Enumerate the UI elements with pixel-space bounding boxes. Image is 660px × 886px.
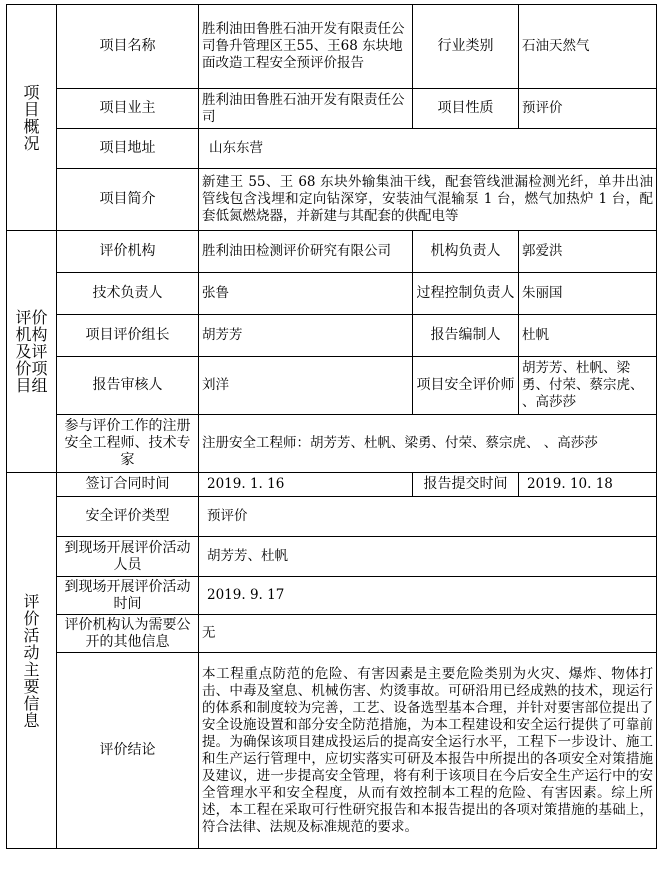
type-label: 安全评价类型 — [57, 497, 199, 537]
submit-value: 2019. 10. 18 — [519, 473, 657, 497]
onsite-time-label: 到现场开展评价活动时间 — [57, 577, 199, 615]
head-label: 机构负责人 — [413, 231, 519, 273]
table-row — [7, 357, 657, 415]
nature-value: 预评价 — [519, 89, 657, 129]
industry-value: 石油天然气 — [519, 5, 657, 89]
project-name-value: 胜利油田鲁胜石油开发有限责任公司鲁升管理区王55、王68 东块地面改造工程安全预评价报告 — [199, 5, 413, 89]
contract-value: 2019. 1. 16 — [199, 473, 413, 497]
tech-value: 张鲁 — [199, 273, 413, 315]
table-row — [7, 653, 657, 849]
table-row — [7, 473, 657, 497]
section-overview: 项 目 概 况 — [7, 5, 57, 231]
other-label: 评价机构认为需要公开的其他信息 — [57, 615, 199, 653]
table-row — [7, 273, 657, 315]
section-org: 评价机构及评价项目组 — [7, 231, 57, 473]
conclusion-value: 本工程重点防范的危险、有害因素是主要危险类别为火灾、爆炸、物体打击、中毒及窒息、机械伤害、灼烫事故。可研沿用已经成熟的技术，现运行的体系和制度较为完善，工艺、设备选型基本合理，并针对要害部位提出了安全设施设置和部分安全防范措施，为本工程建设和安全运行提供了可靠前提。为确保该项目建成投运后的提高安全运行水平，工程下一步设计、施工和生产运行管理中，应切实落实可研及本报告中所提出的各项安全对策措施及建议，进一步提高安全管理，将有利于该项目在今后安全生产运行中的安全管理水平和安全程度，从而有效控制本工程的危险、有害因素。综上所述，本工程在采取可行性研究报告和本报告提出的各项对策措施的基础上，符合法律、法规及标准规范的要求。 — [199, 653, 657, 849]
table-row — [7, 5, 657, 89]
leader-label: 项目评价组长 — [57, 315, 199, 357]
other-value: 无 — [199, 615, 657, 653]
process-label: 过程控制负责人 — [413, 273, 519, 315]
summary-label: 项目简介 — [57, 169, 199, 231]
type-value: 预评价 — [199, 497, 657, 537]
table-row — [7, 537, 657, 577]
table-row — [7, 615, 657, 653]
table-row — [7, 231, 657, 273]
head-value: 郭爱洪 — [519, 231, 657, 273]
nature-label: 项目性质 — [413, 89, 519, 129]
onsite-people-label: 到现场开展评价活动人员 — [57, 537, 199, 577]
table-row — [7, 89, 657, 129]
reviewer-value: 刘洋 — [199, 357, 413, 415]
owner-value: 胜利油田鲁胜石油开发有限责任公司 — [199, 89, 413, 129]
address-label: 项目地址 — [57, 129, 199, 169]
writer-label: 报告编制人 — [413, 315, 519, 357]
onsite-people-value: 胡芳芳、杜帆 — [199, 537, 657, 577]
industry-label: 行业类别 — [413, 5, 519, 89]
contract-label: 签订合同时间 — [57, 473, 199, 497]
agency-label: 评价机构 — [57, 231, 199, 273]
writer-value: 杜帆 — [519, 315, 657, 357]
experts-label: 参与评价工作的注册安全工程师、技术专家 — [57, 415, 199, 473]
project-name-label: 项目名称 — [57, 5, 199, 89]
summary-value: 新建王 55、王 68 东块外输集油干线，配套管线泄漏检测光纤，单井出油管线包含浅埋和定向钻深穿，安装油气混输泵 1 台，燃气加热炉 1 台，配套低氮燃烧器，并新建与其配套的供配电等 — [199, 169, 657, 231]
table-row — [7, 315, 657, 357]
experts-value: 注册安全工程师：胡芳芳、杜帆、梁勇、付荣、蔡宗虎、 、高莎莎 — [199, 415, 657, 473]
process-value: 朱丽国 — [519, 273, 657, 315]
onsite-time-value: 2019. 9. 17 — [199, 577, 657, 615]
table-row — [7, 415, 657, 473]
leader-value: 胡芳芳 — [199, 315, 413, 357]
table-row — [7, 577, 657, 615]
address-value: 山东东营 — [199, 129, 657, 169]
agency-value: 胜利油田检测评价研究有限公司 — [199, 231, 413, 273]
section-activity: 评 价 活 动 主 要 信 息 — [7, 473, 57, 849]
tech-label: 技术负责人 — [57, 273, 199, 315]
owner-label: 项目业主 — [57, 89, 199, 129]
reviewer-label: 报告审核人 — [57, 357, 199, 415]
assessor-label: 项目安全评价师 — [413, 357, 519, 415]
table-row — [7, 169, 657, 231]
submit-label: 报告提交时间 — [413, 473, 519, 497]
assessors-value: 胡芳芳、杜帆、梁勇、付荣、蔡宗虎、 、高莎莎 — [519, 357, 657, 415]
table-row — [7, 497, 657, 537]
info-table — [6, 4, 657, 849]
conclusion-label: 评价结论 — [57, 653, 199, 849]
table-row — [7, 129, 657, 169]
